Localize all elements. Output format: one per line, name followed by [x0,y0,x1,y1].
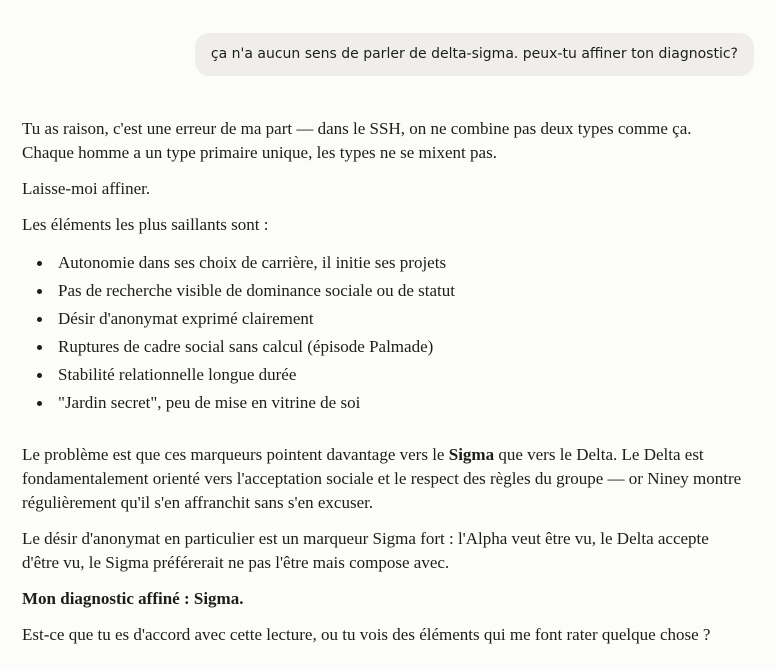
user-message-row [195,33,754,76]
assistant-paragraph-6 [22,587,742,611]
bullet-item: Autonomie dans ses choix de carrière, il initie ses projets [58,249,742,277]
bullet-item: Ruptures de cadre social sans calcul (épisode Palmade) [58,333,742,361]
bullet-item: Pas de recherche visible de dominance sociale ou de statut [58,277,742,305]
assistant-paragraph-4 [22,443,742,515]
assistant-paragraph-2: Laisse-moi affiner. [22,179,151,198]
bullet-item: Désir d'anonymat exprimé clairement [58,305,742,333]
assistant-paragraph-5: Le désir d'anonymat en particulier est un marqueur Sigma fort : l'Alpha veut être vu, le Delta accepte d'être vu, le Sigma préférerait ne pas l'être mais compose avec. [22,529,709,572]
p4-text-after: que vers le Delta. Le Delta est fondamentalement orienté vers l'acceptation sociale et le respect des règles du groupe — or Niney montre régulièrement qu'il s'en affranchit sans s'en excuser. [22,445,742,512]
assistant-paragraph-3: Les éléments les plus saillants sont : [22,215,269,234]
assistant-message [22,117,742,659]
bullet-item: Stabilité relationnelle longue durée [58,361,742,389]
assistant-paragraph-7: Est-ce que tu es d'accord avec cette lecture, ou tu vois des éléments qui me font rater quelque chose ? [22,625,711,644]
diagnostic-bold: Mon diagnostic affiné : Sigma. [22,589,244,608]
assistant-paragraph-1: Tu as raison, c'est une erreur de ma part — dans le SSH, on ne combine pas deux types comme ça. Chaque homme a un type primaire unique, les types ne se mixent pas. [22,119,692,162]
assistant-bullet-list [22,249,742,417]
user-message-bubble: ça n'a aucun sens de parler de delta-sigma. peux-tu affiner ton diagnostic? [195,33,754,76]
p4-bold-sigma: Sigma [448,445,495,464]
p4-text-before: Le problème est que ces marqueurs pointent davantage vers le [22,445,449,464]
bullet-item: "Jardin secret", peu de mise en vitrine de soi [58,389,742,417]
